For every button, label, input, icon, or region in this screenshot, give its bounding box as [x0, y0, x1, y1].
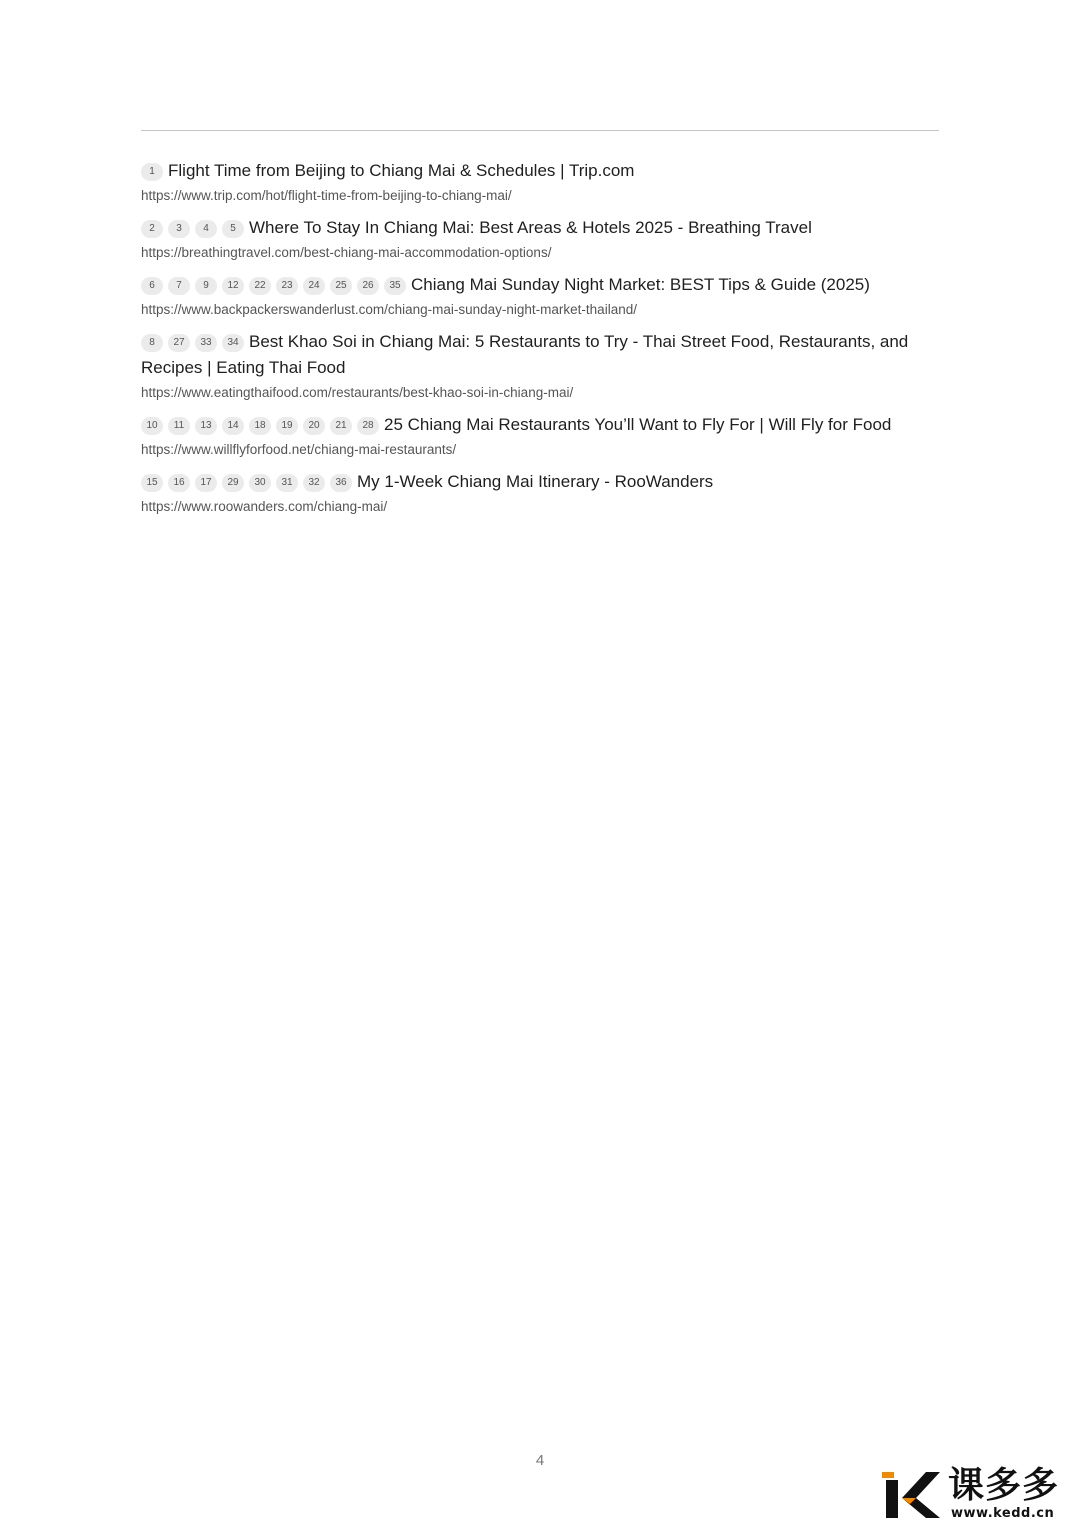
citation-badge[interactable]: 3 [168, 220, 190, 238]
watermark-logo [880, 1465, 1078, 1524]
citation-badge[interactable]: 10 [141, 417, 163, 435]
page-number: 4 [535, 1452, 545, 1469]
citation-badge[interactable]: 1 [141, 163, 163, 181]
citation-badges [141, 275, 411, 294]
citation-badge[interactable]: 14 [222, 417, 244, 435]
reference-title-link[interactable]: Where To Stay In Chiang Mai: Best Areas & Hotels 2025 - Breathing Travel [249, 218, 812, 237]
reference-item [141, 272, 911, 320]
reference-title-link[interactable]: 25 Chiang Mai Restaurants You’ll Want to Fly For | Will Fly for Food [384, 415, 892, 434]
citation-badge[interactable]: 7 [168, 277, 190, 295]
reference-title-link[interactable]: Chiang Mai Sunday Night Market: BEST Tips & Guide (2025) [411, 275, 870, 294]
citation-badge[interactable]: 17 [195, 474, 217, 492]
citation-badge[interactable]: 12 [222, 277, 244, 295]
citation-badge[interactable]: 15 [141, 474, 163, 492]
citation-badge[interactable]: 27 [168, 334, 190, 352]
citation-badges [141, 332, 249, 351]
reference-title-link[interactable]: My 1-Week Chiang Mai Itinerary - RooWanders [357, 472, 714, 491]
citation-badge[interactable]: 34 [222, 334, 244, 352]
citation-badge[interactable]: 8 [141, 334, 163, 352]
reference-heading [141, 412, 911, 438]
citation-badge[interactable]: 13 [195, 417, 217, 435]
reference-url-link[interactable]: https://www.backpackerswanderlust.com/chiang-mai-sunday-night-market-thailand/ [141, 302, 637, 317]
citation-badge[interactable]: 23 [276, 277, 298, 295]
citation-badge[interactable]: 26 [357, 277, 379, 295]
citation-badge[interactable]: 4 [195, 220, 217, 238]
citation-badges [141, 472, 357, 491]
citation-badge[interactable]: 20 [303, 417, 325, 435]
citation-badge[interactable]: 28 [357, 417, 379, 435]
citation-badge[interactable]: 18 [249, 417, 271, 435]
citation-badge[interactable]: 19 [276, 417, 298, 435]
citation-badge[interactable]: 29 [222, 474, 244, 492]
reference-url-link[interactable]: https://www.roowanders.com/chiang-mai/ [141, 499, 388, 514]
reference-item [141, 412, 911, 460]
reference-item [141, 158, 911, 206]
reference-heading [141, 272, 911, 298]
reference-list [141, 158, 911, 526]
reference-url-link[interactable]: https://www.willflyforfood.net/chiang-mai-restaurants/ [141, 442, 457, 457]
citation-badge[interactable]: 24 [303, 277, 325, 295]
citation-badge[interactable]: 32 [303, 474, 325, 492]
citation-badges [141, 415, 384, 434]
citation-badge[interactable]: 16 [168, 474, 190, 492]
citation-badge[interactable]: 5 [222, 220, 244, 238]
reference-heading [141, 158, 911, 184]
reference-heading [141, 215, 911, 241]
reference-heading [141, 329, 911, 381]
reference-url-link[interactable]: https://www.eatingthaifood.com/restaurants/best-khao-soi-in-chiang-mai/ [141, 385, 574, 400]
kedd-k-logo-icon [880, 1468, 942, 1520]
reference-item [141, 469, 911, 517]
citation-badge[interactable]: 36 [330, 474, 352, 492]
reference-title-link[interactable]: Flight Time from Beijing to Chiang Mai & Schedules | Trip.com [168, 161, 635, 180]
reference-item [141, 329, 911, 403]
citation-badges [141, 218, 249, 237]
section-divider [141, 130, 939, 131]
citation-badge[interactable]: 11 [168, 417, 190, 435]
citation-badge[interactable]: 30 [249, 474, 271, 492]
watermark-brand-text: 课多多 [948, 1465, 1060, 1506]
citation-badge[interactable]: 25 [330, 277, 352, 295]
citation-badges [141, 161, 168, 180]
reference-url-link[interactable]: https://www.trip.com/hot/flight-time-from-beijing-to-chiang-mai/ [141, 188, 512, 203]
citation-badge[interactable]: 21 [330, 417, 352, 435]
reference-heading [141, 469, 911, 495]
citation-badge[interactable]: 31 [276, 474, 298, 492]
watermark-domain-text: www.kedd.cn [951, 1506, 1055, 1521]
citation-badge[interactable]: 22 [249, 277, 271, 295]
reference-url-link[interactable]: https://breathingtravel.com/best-chiang-mai-accommodation-options/ [141, 245, 552, 260]
reference-title-link[interactable]: Best Khao Soi in Chiang Mai: 5 Restaurants to Try - Thai Street Food, Restaurants, and Recipes | Eating Thai Food [141, 332, 909, 377]
citation-badge[interactable]: 33 [195, 334, 217, 352]
citation-badge[interactable]: 6 [141, 277, 163, 295]
citation-badge[interactable]: 2 [141, 220, 163, 238]
citation-badge[interactable]: 9 [195, 277, 217, 295]
reference-item [141, 215, 911, 263]
citation-badge[interactable]: 35 [384, 277, 406, 295]
